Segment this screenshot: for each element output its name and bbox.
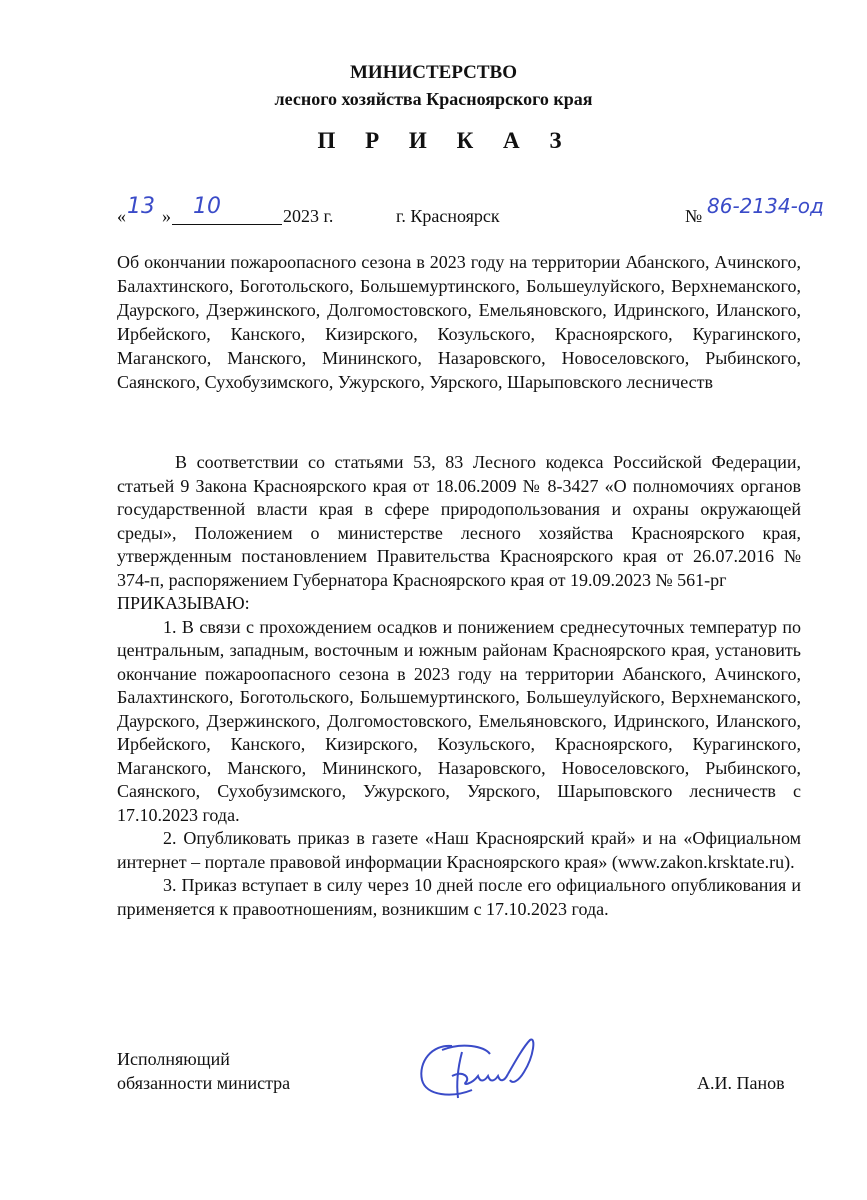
date-close-quote: » — [162, 206, 171, 226]
position-line-1: Исполняющий — [117, 1049, 230, 1069]
signatory-position — [117, 1047, 290, 1095]
order-item-3: 3. Приказ вступает в силу через 10 дней после его официального опубликования и применяется к правоотношениям, возникшим с 17.10.2023 года. — [117, 875, 801, 919]
date-year: 2023 г. — [283, 206, 334, 226]
ministry-subtitle: лесного хозяйства Красноярского края — [274, 89, 593, 109]
position-line-2: обязанности министра — [117, 1073, 291, 1093]
ministry-title: МИНИСТЕРСТВО — [349, 62, 518, 83]
order-item-2: 2. Опубликовать приказ в газете «Наш Красноярский край» и на «Официальном интернет – портале правовой информации Красноярского края» (www.zakon.krsktate.ru). — [117, 828, 801, 872]
date-month-handwritten: 10 — [193, 194, 221, 219]
order-body — [117, 451, 801, 921]
number-prefix: № — [685, 206, 703, 226]
number-handwritten: 86-2134-од — [707, 194, 824, 218]
handwritten-signature — [412, 1032, 552, 1102]
date-day-handwritten: 13 — [127, 194, 155, 219]
city: г. Красноярск — [396, 206, 500, 226]
order-date — [117, 194, 334, 227]
document-type-title: П Р И К А З — [317, 128, 574, 153]
signatory-name: А.И. Панов — [697, 1073, 785, 1093]
preamble-paragraph: В соответствии со статьями 53, 83 Лесного кодекса Российской Федерации, статьей 9 Закона Красноярского края от 18.06.2009 № 8-3427 «О полномочиях органов государственной власти края в сфере природопользования и охраны окружающей среды», Положением о министерстве лесного хозяйства Красноярского края, утвержденным постановлением Правительства Красноярского края от 26.07.2016 № 374-п, распоряжением Губернатора Красноярского края от 19.09.2023 № 561-рг — [117, 452, 801, 590]
order-item-1: 1. В связи с прохождением осадков и понижением среднесуточных температур по центральным, западным, восточным и южным районам Красноярского края, установить окончание пожароопасного сезона в 2023 году на территории Абанского, Ачинского, Балахтинского, Боготольского, Большемуртинского, Большеулуйского, Верхнеманского, Даурского, Дзержинского, Долгомостовского, Емельяновского, Идринского, Иланского, Ирбейского, Канского, Кизирского, Козульского, Красноярского, Курагинского, Маганского, Манского, Мининского, Назаровского, Новоселовского, Рыбинского, Саянского, Сухобузимского, Ужурского, Уярского, Шарыповского лесничеств с 17.10.2023 года. — [117, 616, 801, 825]
order-word: ПРИКАЗЫВАЮ: — [117, 593, 250, 613]
date-open-quote: « — [117, 206, 126, 226]
order-number — [685, 194, 824, 227]
date-underline — [172, 224, 282, 225]
order-subject: Об окончании пожароопасного сезона в 2023 году на территории Абанского, Ачинского, Балахтинского, Боготольского, Большемуртинского, Большеулуйского, Верхнеманского, Даурского, Дзержинского, Долгомостовского, Емельяновского, Идринского, Иланского, Ирбейского, Канского, Кизирского, Козульского, Красноярского, Курагинского, Маганского, Манского, Мининского, Назаровского, Новоселовского, Рыбинского, Саянского, Сухобузимского, Ужурского, Уярского, Шарыповского лесничеств — [117, 252, 801, 392]
